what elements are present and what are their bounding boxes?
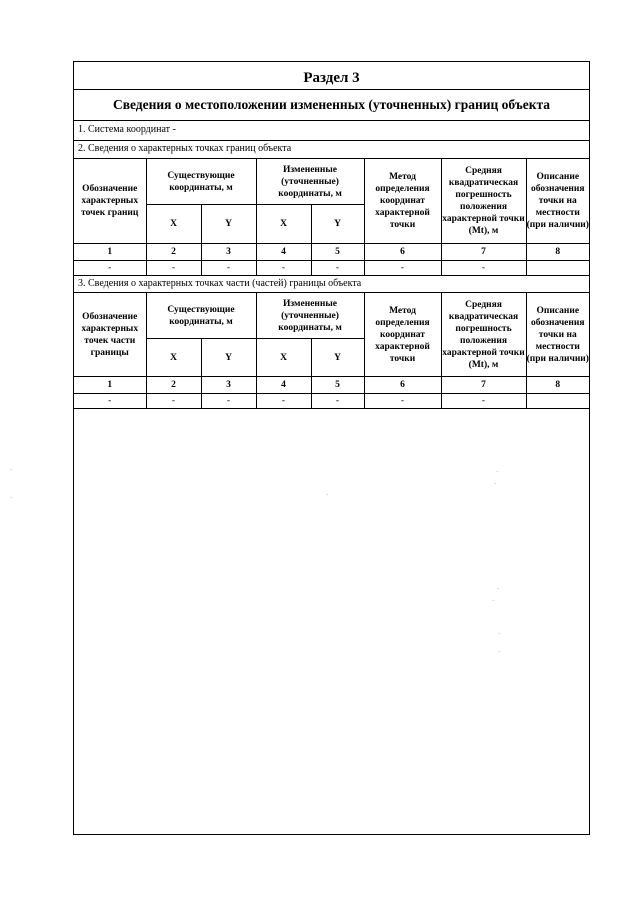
table2-caption: 3. Сведения о характерных точках части (частей) границы объекта (78, 278, 362, 289)
table-cell: - (364, 394, 441, 409)
column-number: 4 (256, 377, 311, 394)
header-y: Y (201, 205, 256, 244)
table-cell: - (256, 394, 311, 409)
table-cell: - (311, 261, 364, 276)
column-number: 4 (256, 244, 311, 261)
header-method: Метод определения координат характерной точки (364, 159, 441, 244)
header-x: X (256, 205, 311, 244)
divider (74, 140, 589, 141)
column-number: 3 (201, 377, 256, 394)
header-method: Метод определения координат характерной точки (364, 293, 441, 377)
column-number: 2 (146, 244, 201, 261)
table-cell: - (74, 394, 146, 409)
header-designation: Обозначение характерных точек границ (74, 159, 146, 244)
header-x: X (146, 339, 201, 377)
table-cell: - (201, 394, 256, 409)
column-number: 1 (74, 244, 146, 261)
coordinate-system: 1. Система координат - (78, 124, 176, 135)
table-cell: - (146, 261, 201, 276)
section-title: Раздел 3 (303, 70, 360, 86)
table-cell: - (74, 261, 146, 276)
column-number: 6 (364, 377, 441, 394)
table-cell: - (256, 261, 311, 276)
table-cell (526, 261, 589, 276)
header-error: Средняя квадратическая погрешность положения характерной точки (Mt), м (441, 293, 526, 377)
header-changed-coords: Измененные (уточненные) координаты, м (256, 159, 364, 205)
column-number: 1 (74, 377, 146, 394)
table-cell: - (441, 394, 526, 409)
header-designation: Обозначение характерных точек части границы (74, 293, 146, 377)
column-number: 8 (526, 377, 589, 394)
header-x: X (146, 205, 201, 244)
table1-caption: 2. Сведения о характерных точках границ объекта (78, 143, 292, 154)
boundary-points-table (74, 158, 589, 276)
column-number: 5 (311, 377, 364, 394)
column-number: 8 (526, 244, 589, 261)
header-y: Y (311, 205, 364, 244)
divider (74, 89, 589, 90)
table-cell (526, 394, 589, 409)
header-y: Y (201, 339, 256, 377)
header-changed-coords: Измененные (уточненные) координаты, м (256, 293, 364, 339)
divider (74, 120, 589, 121)
column-number: 6 (364, 244, 441, 261)
document-frame (73, 61, 590, 835)
column-number: 7 (441, 377, 526, 394)
column-number: 5 (311, 244, 364, 261)
section-subtitle: Сведения о местоположении измененных (уточненных) границ объекта (112, 97, 551, 112)
header-existing-coords: Существующие координаты, м (146, 293, 256, 339)
column-number: 3 (201, 244, 256, 261)
table-cell: - (441, 261, 526, 276)
part-boundary-points-table (74, 292, 589, 409)
table-cell: - (201, 261, 256, 276)
header-error: Средняя квадратическая погрешность положения характерной точки (Mt), м (441, 159, 526, 244)
header-y: Y (311, 339, 364, 377)
header-description: Описание обозначения точки на местности (при наличии) (526, 293, 589, 377)
column-number: 7 (441, 244, 526, 261)
table-cell: - (311, 394, 364, 409)
header-x: X (256, 339, 311, 377)
column-number: 2 (146, 377, 201, 394)
table-cell: - (146, 394, 201, 409)
header-existing-coords: Существующие координаты, м (146, 159, 256, 205)
table-cell: - (364, 261, 441, 276)
header-description: Описание обозначения точки на местности (при наличии) (526, 159, 589, 244)
